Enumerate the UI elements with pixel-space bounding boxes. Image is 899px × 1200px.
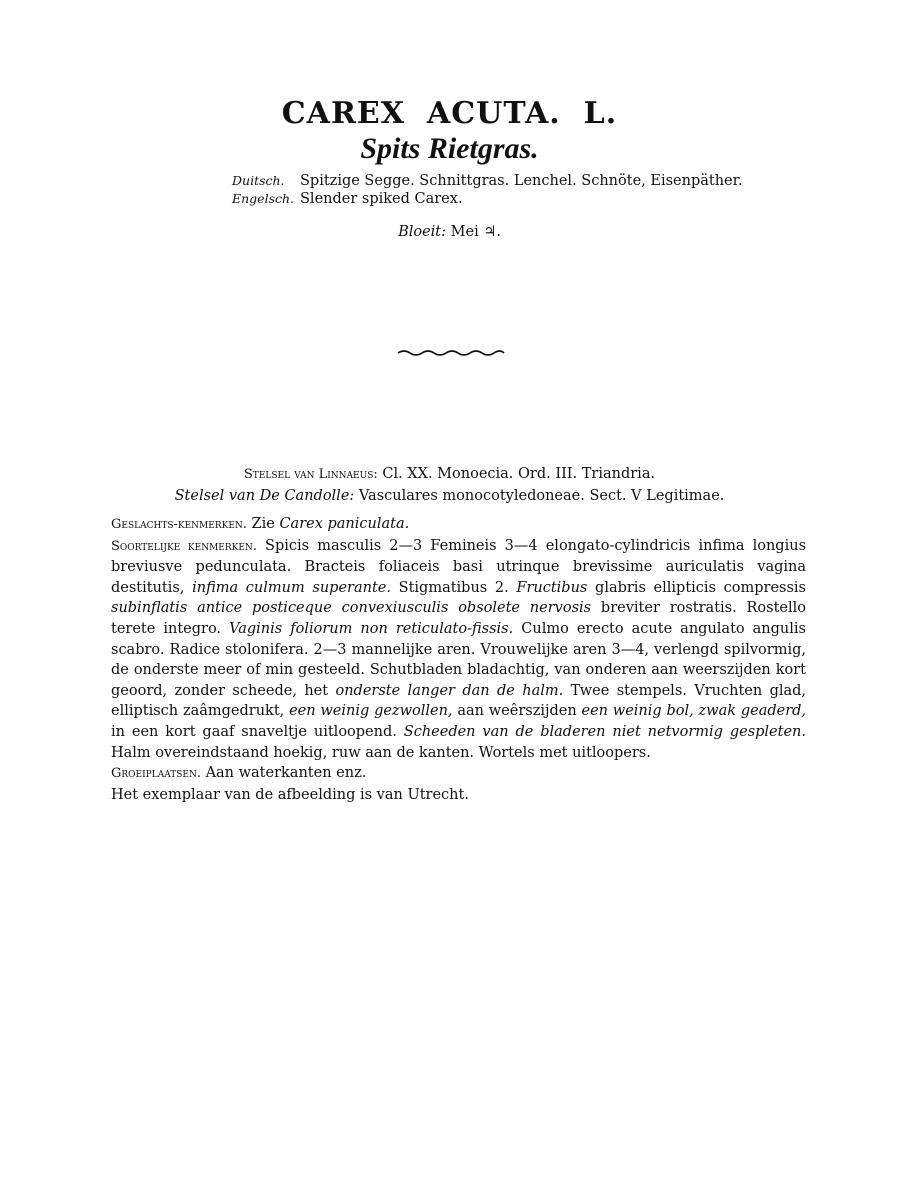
linnaeus-value: Cl. XX. Monoecia. Ord. III. Triandria. <box>382 466 656 482</box>
species-text: Twee stempels. Vruchten glad, elliptisch zaâmgedrukt, <box>111 682 807 720</box>
flowering-label: Bloeit: <box>398 224 447 240</box>
species-text: glabris ellipticis compressis <box>595 579 806 596</box>
title-genus: CAREX <box>281 96 406 131</box>
species-characters <box>111 536 806 764</box>
habitat-label: Groeiplaatsen. <box>111 766 201 782</box>
candolle-value: Vasculares monocotyledoneae. Sect. V Legitimae. <box>358 488 725 504</box>
flowering-value: Mei ♃. <box>450 224 501 240</box>
candolle-label: Stelsel van De Candolle: <box>174 488 355 504</box>
title-author: L. <box>583 96 618 131</box>
species-text: een weinig bol, zwak geaderd, <box>581 703 807 720</box>
genus-characters-label: Geslachts-kenmerken. <box>111 517 247 532</box>
genus-characters <box>111 514 806 536</box>
species-text: Stigmatibus 2. <box>398 579 509 596</box>
name-english-label: Engelsch. <box>232 191 295 206</box>
habitat-text: Aan waterkanten enz. <box>205 765 367 782</box>
candolle-system <box>0 488 899 504</box>
species-text: Fructibus <box>516 579 588 596</box>
name-german-text: Spitzige Segge. Schnittgras. Lenchel. Schnöte, Eisenpäther. <box>300 173 743 189</box>
species-text: Scheeden van de bladeren niet netvormig gespleten. <box>403 723 806 740</box>
species-text: onderste langer dan de halm. <box>335 682 564 699</box>
species-text: in een kort gaaf snaveltje uitloopend. <box>111 723 397 740</box>
species-text: breviter rostratis. Rostello terete integro. <box>111 600 807 637</box>
name-german-label: Duitsch. <box>232 173 285 188</box>
species-text: aan weêrszijden <box>457 703 577 720</box>
specimen-note: Het exemplaar van de afbeelding is van Utrecht. <box>111 786 469 803</box>
name-english <box>232 190 743 208</box>
genus-characters-ref: Carex paniculata. <box>279 516 410 532</box>
species-characters-label: Soortelijke kenmerken. <box>111 538 257 554</box>
species-text: Culmo erecto acute angulato angulis scabro. Radice stolonifera. 2—3 mannelijke aren. Vrouwelijke aren 3—4, verlengd spilvormig, de onderste meer of min gesteeld. Schutbladen bladachtig, van onderen aan weerszijden kort geoord, zonder scheede, het <box>111 620 806 699</box>
species-title <box>0 96 899 131</box>
name-german <box>232 172 743 190</box>
vernacular-names <box>232 172 743 208</box>
species-text: Halm overeindstaand hoekig, ruw aan de kanten. Wortels met uitloopers. <box>111 744 651 761</box>
ornamental-divider <box>396 346 506 358</box>
linnaeus-label: Stelsel van Linnaeus: <box>243 467 378 482</box>
flowering-time <box>0 224 899 240</box>
common-name: Spits Rietgras. <box>360 132 539 165</box>
species-text: een weinig gezwollen, <box>289 703 453 720</box>
genus-characters-text: Zie <box>251 516 275 532</box>
species-text: Spicis masculis 2—3 Femineis 3—4 elongato-cylindricis infima longius breviusve pedunculata. Bracteis foliaceis basi utrinque brevissime auriculatis vagina destitutis, <box>111 537 807 596</box>
species-text: subinflatis antice posticeque convexiusculis obsolete nervosis <box>111 600 592 617</box>
species-text: Vaginis foliorum non reticulato-fissis. <box>229 620 514 637</box>
species-text: infima culmum superante. <box>192 579 391 596</box>
name-english-text: Slender spiked Carex. <box>300 191 463 207</box>
habitat <box>111 763 806 785</box>
linnaeus-system <box>0 466 899 482</box>
title-species: ACUTA. <box>427 96 561 131</box>
description-body <box>111 514 806 805</box>
